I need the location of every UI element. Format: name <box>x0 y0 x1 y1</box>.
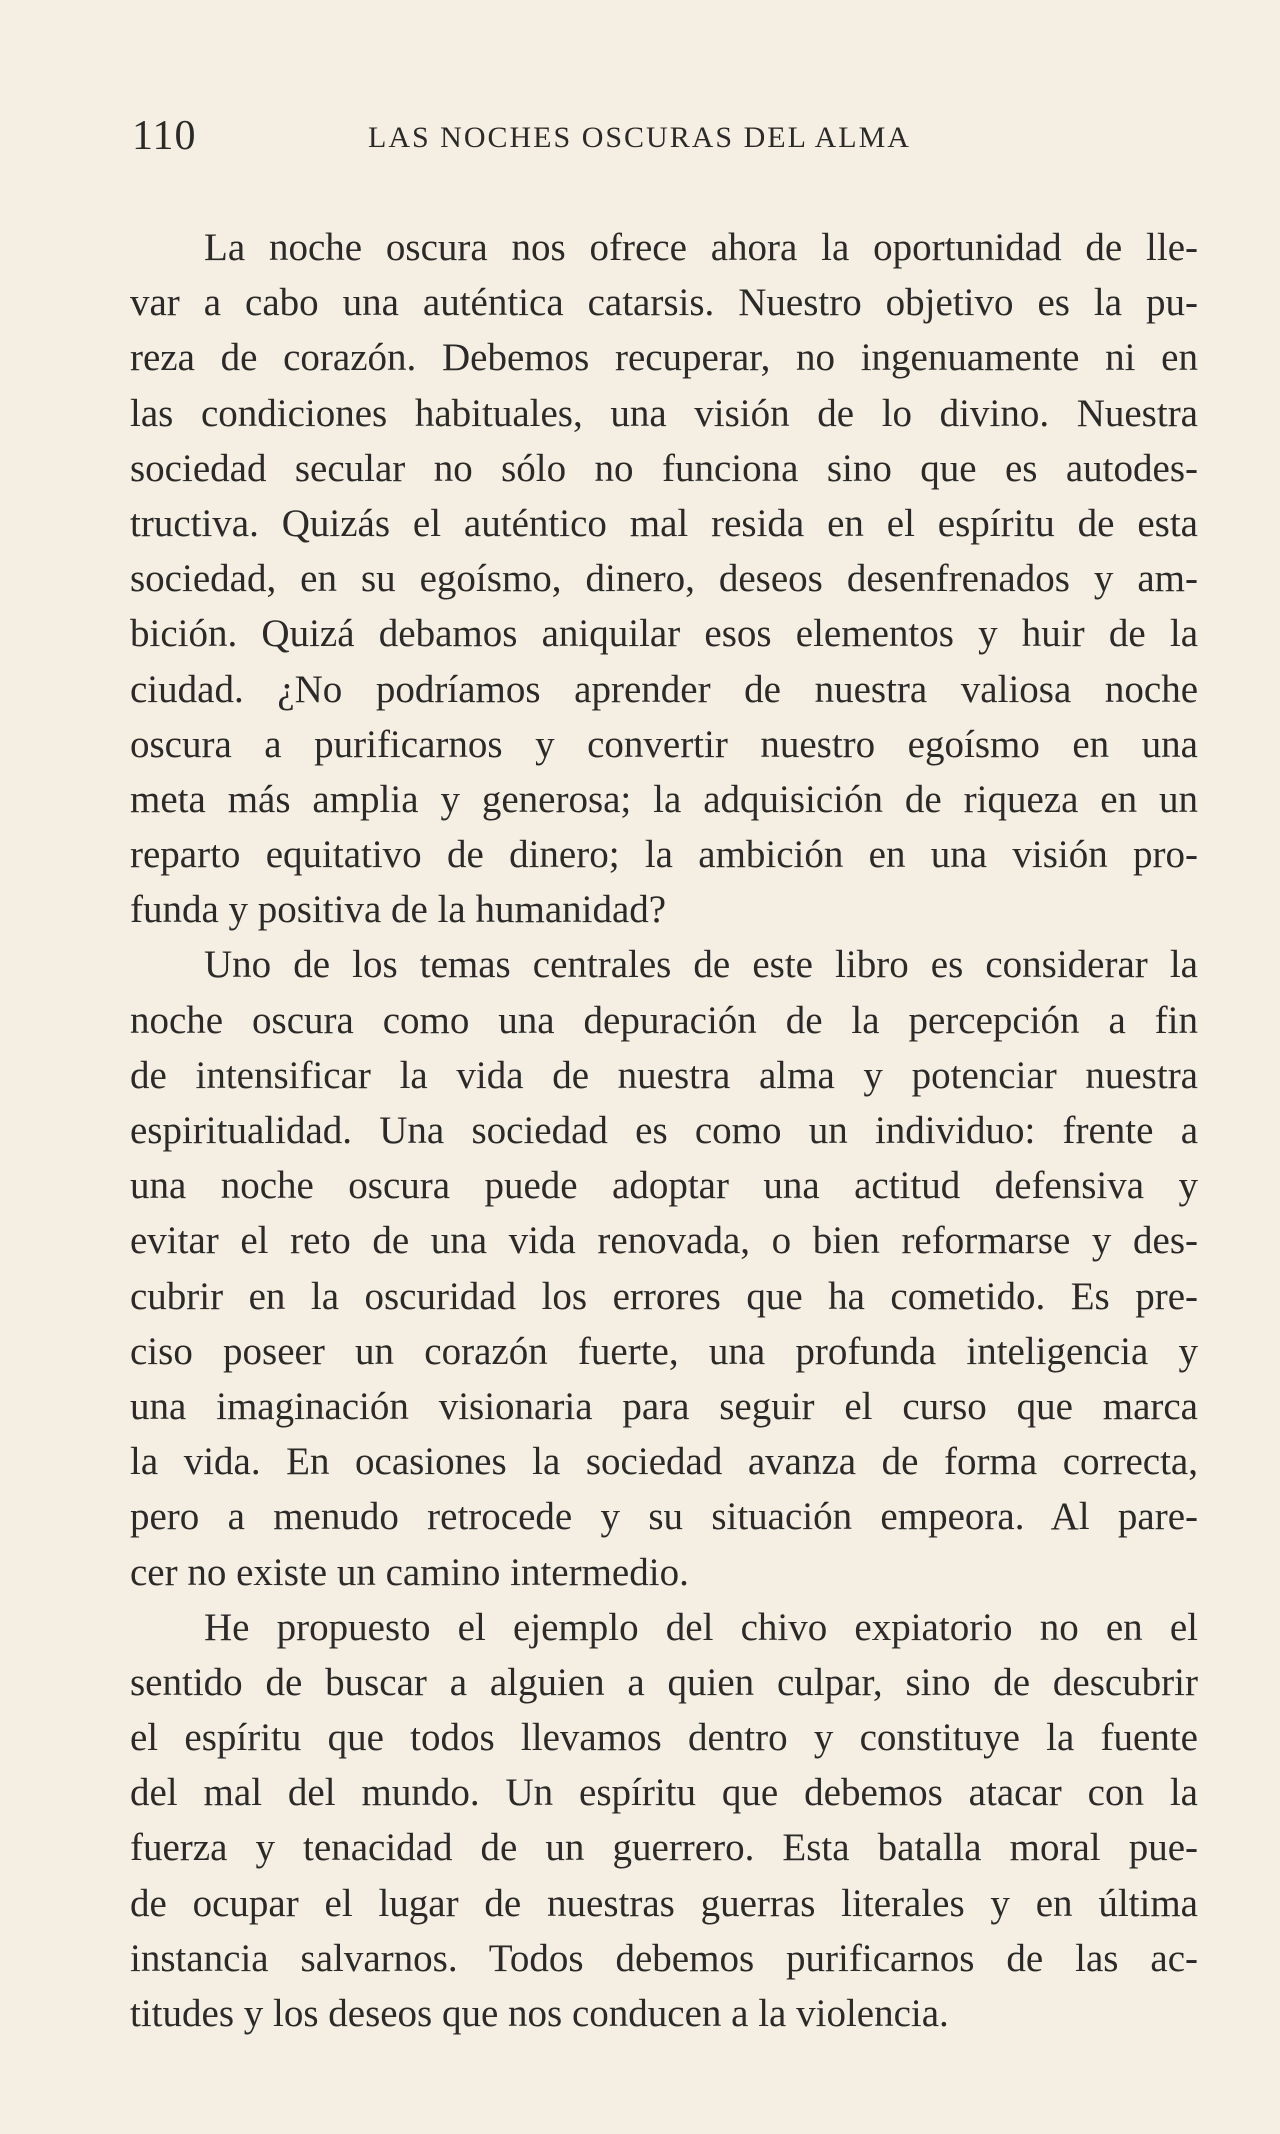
paragraph-2-line: una imaginación visionaria para seguir el curso que marca <box>130 1384 1198 1428</box>
running-header <box>132 108 1192 168</box>
paragraph-2-line: de intensificar la vida de nuestra alma y potenciar nuestra <box>130 1053 1198 1097</box>
paragraph-1-line: oscura a purificarnos y convertir nuestro egoísmo en una <box>130 722 1198 766</box>
paragraph-2-line: espiritualidad. Una sociedad es como un individuo: frente a <box>130 1109 1198 1152</box>
paragraph-2-line: cubrir en la oscuridad los errores que ha cometido. Es pre- <box>130 1274 1198 1318</box>
paragraph-2-line: noche oscura como una depuración de la percepción a fin <box>130 998 1198 1042</box>
paragraph-3-line: el espíritu que todos llevamos dentro y constituye la fuente <box>130 1716 1198 1760</box>
paragraph-1-line: reza de corazón. Debemos recuperar, no ingenuamente ni en <box>130 336 1198 380</box>
paragraph-3-line: del mal del mundo. Un espíritu que debemos atacar con la <box>130 1771 1198 1815</box>
paragraph-1-line: reparto equitativo de dinero; la ambición en una visión pro- <box>130 833 1198 877</box>
paragraph-2-line: ciso poseer un corazón fuerte, una profunda inteligencia y <box>130 1329 1198 1373</box>
body-text <box>130 220 1198 2041</box>
paragraph-3-line: de ocupar el lugar de nuestras guerras literales y en última <box>130 1881 1198 1925</box>
paragraph-3-line: He propuesto el ejemplo del chivo expiatorio no en el <box>204 1605 1198 1649</box>
paragraph-1-line: las condiciones habituales, una visión de lo divino. Nuestra <box>130 391 1198 435</box>
paragraph-2-line: Uno de los temas centrales de este libro es considerar la <box>204 943 1198 987</box>
page-number: 110 <box>132 113 197 159</box>
paragraph-1-line: bición. Quizá debamos aniquilar esos elementos y huir de la <box>130 612 1198 656</box>
paragraph-3-line: sentido de buscar a alguien a quien culpar, sino de descubrir <box>130 1660 1198 1704</box>
paragraph-3-line: fuerza y tenacidad de un guerrero. Esta batalla moral pue- <box>130 1826 1198 1870</box>
paragraph-1-line: tructiva. Quizás el auténtico mal resida en el espíritu de esta <box>130 501 1198 545</box>
paragraph-1-line: funda y positiva de la humanidad? <box>130 888 667 932</box>
running-title: LAS NOCHES OSCURAS DEL ALMA <box>368 121 911 154</box>
paragraph-1-line: La noche oscura nos ofrece ahora la oportunidad de lle- <box>204 226 1198 269</box>
paragraph-1-line: var a cabo una auténtica catarsis. Nuestro objetivo es la pu- <box>130 281 1198 325</box>
paragraph-2-line: evitar el reto de una vida renovada, o bien reformarse y des- <box>130 1219 1198 1263</box>
paragraph-3-line: instancia salvarnos. Todos debemos purificarnos de las ac- <box>130 1936 1198 1980</box>
paragraph-1-line: meta más amplia y generosa; la adquisición de riqueza en un <box>130 777 1198 821</box>
paragraph-3-line: titudes y los deseos que nos conducen a la violencia. <box>130 1992 949 2035</box>
paragraph-1-line: ciudad. ¿No podríamos aprender de nuestra valiosa noche <box>130 667 1198 711</box>
paragraph-2-line: la vida. En ocasiones la sociedad avanza de forma correcta, <box>130 1440 1198 1484</box>
paragraph-1-line: sociedad, en su egoísmo, dinero, deseos desenfrenados y am- <box>130 557 1198 601</box>
paragraph-1-line: sociedad secular no sólo no funciona sino que es autodes- <box>130 446 1198 490</box>
paragraph-2-line: cer no existe un camino intermedio. <box>130 1550 689 1594</box>
paragraph-2-line: una noche oscura puede adoptar una actitud defensiva y <box>130 1164 1198 1208</box>
paragraph-2-line: pero a menudo retrocede y su situación empeora. Al pare- <box>130 1495 1198 1539</box>
